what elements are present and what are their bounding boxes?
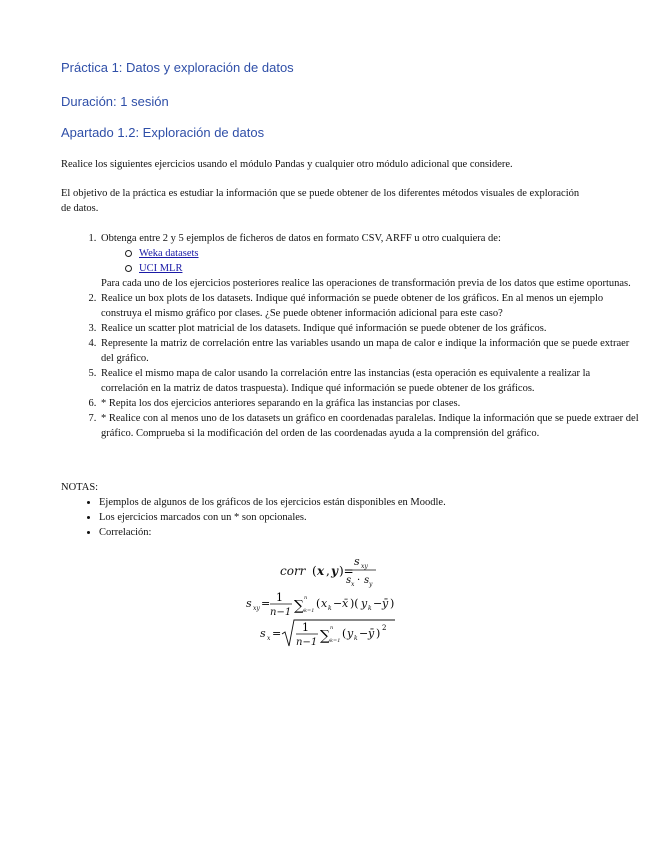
sum-from: k=1 xyxy=(304,608,315,614)
sx-sub: x xyxy=(267,635,271,642)
sum-to: n xyxy=(330,625,334,631)
correlation-formulas xyxy=(230,552,440,652)
corr-label: corr xyxy=(280,564,306,578)
den-sub-y: y xyxy=(369,581,373,588)
den-s2: s xyxy=(364,575,370,586)
exercise-item: 6. * Repita los dos ejercicios anteriores separando en la gráfica las instancias por clases. xyxy=(99,396,639,411)
exercise-list xyxy=(61,231,639,441)
sub-k: k xyxy=(368,605,372,612)
minus: − xyxy=(333,597,343,610)
sub-k: k xyxy=(328,605,332,612)
exercise-item: 4. Represente la matriz de correlación entre las variables usando un mapa de calor e indique la información que se puede extraer del gráfico. xyxy=(99,336,639,366)
xbar: x̄ xyxy=(342,597,349,610)
notes-title: NOTAS: xyxy=(61,482,99,493)
minus: − xyxy=(373,597,383,610)
xk: x xyxy=(321,597,328,610)
paren: ( xyxy=(316,597,321,610)
equals: = xyxy=(261,597,271,610)
sx-s: s xyxy=(260,627,266,640)
exercise-item: 3. Realice un scatter plot matricial de los datasets. Indique qué información se puede obtener de los gráficos. xyxy=(99,321,639,336)
sxy-sub: xy xyxy=(253,605,260,612)
paren-equals: )= xyxy=(339,564,354,578)
yk: y xyxy=(347,627,354,640)
formula-svg xyxy=(230,552,440,652)
intro-paragraph: Realice los siguientes ejercicios usando el módulo Pandas y cualquier otro módulo adicional que considere. xyxy=(61,159,513,170)
paren: ) xyxy=(376,627,381,640)
link-list-item xyxy=(139,246,639,261)
sub-k: k xyxy=(354,635,358,642)
paren: ( xyxy=(342,627,347,640)
ybar: ȳ xyxy=(382,597,389,610)
uci-mlr-link[interactable]: UCI MLR xyxy=(139,263,183,274)
var-y: y xyxy=(331,564,338,578)
paren: ( xyxy=(312,564,317,578)
notes-list xyxy=(61,495,619,540)
den-s: s xyxy=(346,575,352,586)
exercise-item: 2. Realice un box plots de los datasets. Indique qué información se puede obtener de los gráficos. En al menos un ejemplo construya el mismo gráfico por clases. ¿Se puede obtener información adicional para este caso? xyxy=(99,291,639,321)
sum: ∑ xyxy=(294,598,304,614)
exercise-item xyxy=(99,231,639,291)
exercise-continuation: Para cada uno de los ejercicios posteriores realice las operaciones de transformación previa de los datos que estime oportunas. xyxy=(101,278,631,289)
link-list-item xyxy=(139,261,639,276)
one: 1 xyxy=(302,621,309,634)
duration-heading: Duración: 1 sesión xyxy=(61,94,169,109)
sxy-s: s xyxy=(246,597,252,610)
var-x: x xyxy=(317,564,325,578)
exercise-item: 7. * Realice con al menos uno de los datasets un gráfico en coordenadas paralelas. Indique la información que se puede extraer del gráfico. Comprueba si la modificación del orden de las coordenadas ayuda a la comprensión del gráfico. xyxy=(99,411,639,441)
exercise-text: Obtenga entre 2 y 5 ejemplos de ficheros de datos en formato CSV, ARFF u otro cualquiera de: xyxy=(101,233,501,244)
equals: = xyxy=(272,627,282,640)
note-item: • Ejemplos de algunos de los gráficos de los ejercicios están disponibles en Moodle. xyxy=(99,495,619,510)
sum-to: n xyxy=(304,595,308,601)
yk: y xyxy=(361,597,368,610)
n-minus-1: n−1 xyxy=(270,607,292,618)
weka-datasets-link[interactable]: Weka datasets xyxy=(139,248,199,259)
num-s: s xyxy=(354,555,360,568)
ybar: ȳ xyxy=(368,627,375,640)
n-minus-1: n−1 xyxy=(296,637,318,648)
dot: · xyxy=(357,575,361,586)
note-item: • Los ejercicios marcados con un * son opcionales. xyxy=(99,510,619,525)
note-item: • Correlación: xyxy=(99,525,619,540)
paren: )( xyxy=(350,597,359,610)
minus: − xyxy=(359,627,369,640)
sum: ∑ xyxy=(320,628,330,644)
dataset-link-list xyxy=(101,246,639,276)
section-heading: Apartado 1.2: Exploración de datos xyxy=(61,125,265,140)
num-sub-xy: xy xyxy=(361,563,368,570)
document-title: Práctica 1: Datos y exploración de datos xyxy=(61,60,294,75)
objective-paragraph: El objetivo de la práctica es estudiar la información que se puede obtener de los diferentes métodos visuales de exploración de datos. xyxy=(61,188,580,214)
square: 2 xyxy=(382,624,387,632)
den-sub-x: x xyxy=(351,581,355,588)
sum-from: k=1 xyxy=(330,638,341,644)
one: 1 xyxy=(276,591,283,604)
exercise-item: 5. Realice el mismo mapa de calor usando la correlación entre las instancias (esta operación es equivalente a realizar la correlación en la matriz de datos traspuesta). Indique qué información se puede obtener de los gráficos. xyxy=(99,366,639,396)
paren: ) xyxy=(390,597,395,610)
comma: , xyxy=(326,564,330,578)
